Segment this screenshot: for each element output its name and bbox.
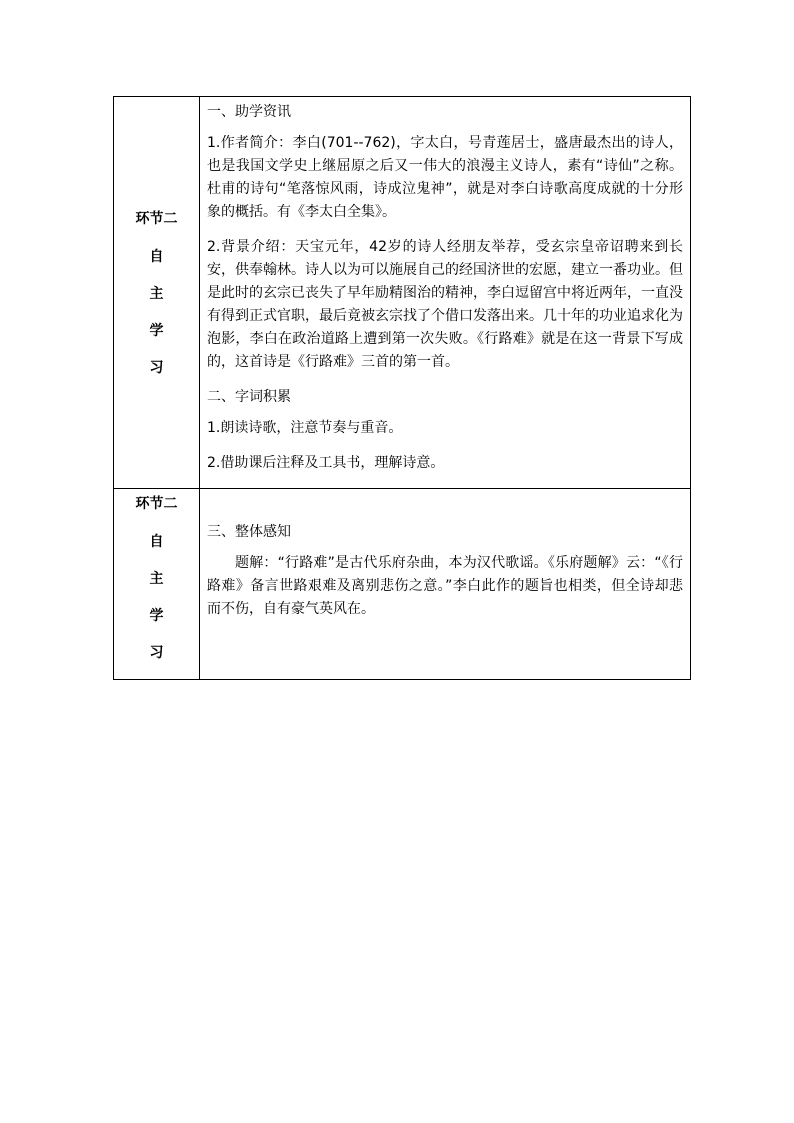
label-char: 学 bbox=[149, 323, 164, 339]
section-heading: 二、字词积累 bbox=[207, 389, 291, 405]
table-row bbox=[114, 97, 691, 489]
label-char: 习 bbox=[149, 360, 164, 376]
row-content-cell bbox=[200, 489, 691, 680]
task-item: 2.借助课后注释及工具书，理解诗意。 bbox=[207, 455, 445, 471]
table-row bbox=[114, 489, 691, 680]
title-explanation: 题解：“行路难”是古代乐府杂曲，本为汉代歌谣。《乐府题解》云：“《行路难》备言世路艰难及离别悲伤之意。”李白此作的题旨也相类，但全诗却悲而不伤，自有豪气英风在。 bbox=[207, 555, 683, 617]
stage-label: 环节二 bbox=[135, 496, 178, 512]
task-item: 1.朗读诗歌，注意节奏与重音。 bbox=[207, 420, 403, 436]
label-char: 自 bbox=[149, 249, 164, 265]
author-intro: 1.作者简介：李白(701--762)，字太白，号青莲居士，盛唐最杰出的诗人，也是我国文学史上继屈原之后又一伟大的浪漫主义诗人，素有“诗仙”之称。杜甫的诗句“笔落惊风雨，诗成泣鬼神”，就是对李白诗歌高度成就的十分形象的概括。有《李太白全集》。 bbox=[207, 135, 683, 220]
label-char: 学 bbox=[149, 608, 164, 624]
row-label-cell bbox=[114, 489, 200, 680]
label-char: 主 bbox=[149, 286, 164, 302]
row-content-cell bbox=[200, 97, 691, 489]
row-label-cell bbox=[114, 97, 200, 489]
section-heading: 三、整体感知 bbox=[207, 524, 291, 540]
background-intro: 2.背景介绍：天宝元年，42岁的诗人经朋友举荐，受玄宗皇帝诏聘来到长安，供奉翰林。诗人以为可以施展自己的经国济世的宏愿，建立一番功业。但是此时的玄宗已丧失了早年励精图治的精神，李白逗留宫中将近两年，一直没有得到正式官职，最后竟被玄宗找了个借口发落出来。几十年的功业追求化为泡影，李白在政治道路上遭到第一次失败。《行路难》就是在这一背景下写成的，这首诗是《行路难》三首的第一首。 bbox=[207, 239, 683, 370]
label-char: 自 bbox=[149, 534, 164, 550]
stage-label: 环节二 bbox=[135, 211, 178, 227]
label-char: 习 bbox=[149, 645, 164, 661]
label-char: 主 bbox=[149, 571, 164, 587]
section-heading: 一、助学资讯 bbox=[207, 104, 291, 120]
lesson-table bbox=[113, 96, 691, 680]
